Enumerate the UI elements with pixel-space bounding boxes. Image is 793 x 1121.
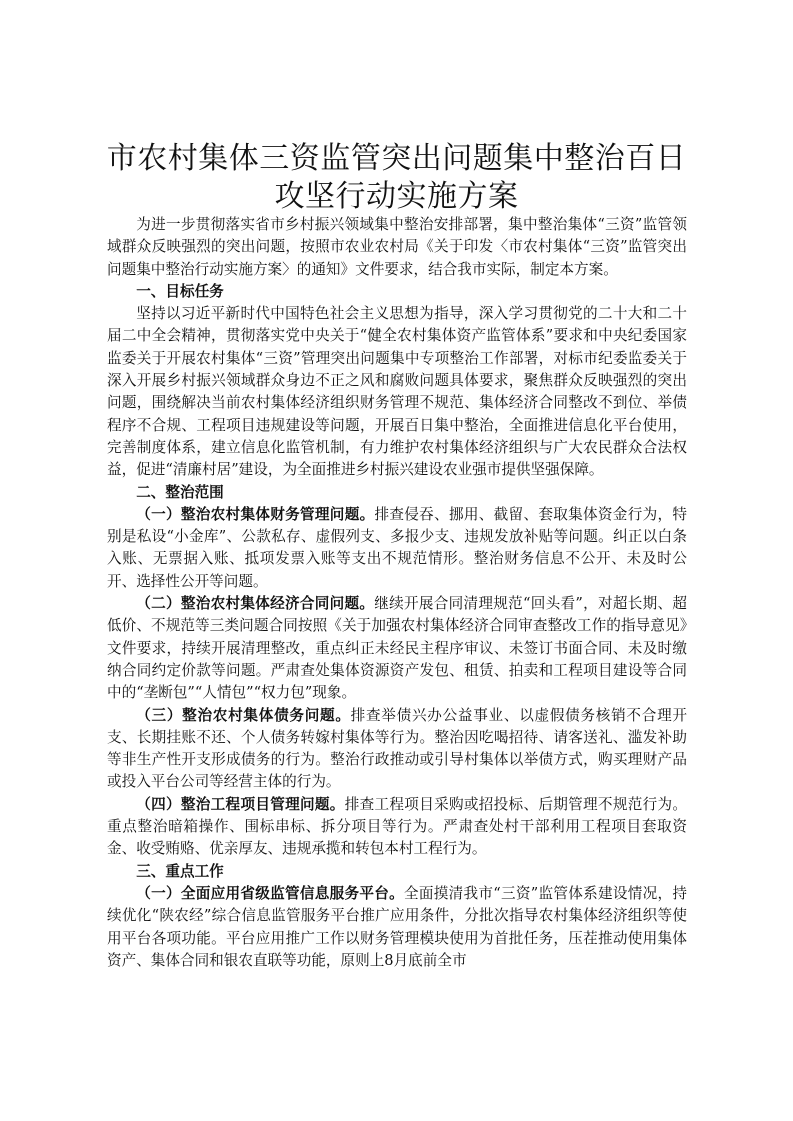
document-body: [107, 214, 687, 972]
section-heading-goals: 一、目标任务: [136, 282, 224, 300]
section-heading-scope: 二、整治范围: [136, 483, 224, 501]
scope-item-debt: [107, 705, 687, 794]
scope-item-contracts: [107, 593, 687, 704]
scope-item-text: 排查举债兴办公益事业、以虚假债务核销不合理开支、长期挂账不还、个人债务转嫁村集体等行为。整治因吃喝招待、请客送礼、滥发补助等非生产性开支形成债务的行为。整治行政推动或引导村集体以举债方式，购买理财产品或投入平台公司等经营主体的行为。: [107, 706, 687, 791]
scope-item-lead: （一）整治农村集体财务管理问题。: [136, 505, 375, 523]
scope-item-text: 排查侵吞、挪用、截留、套取集体资金行为，特别是私设“小金库”、公款私存、虚假列支、多报少支、违规发放补贴等问题。纠正以白条入账、无票据入账、抵项发票入账等支出不规范情形。整治财务信息不公开、未及时公开、选择性公开等问题。: [107, 505, 687, 590]
scope-item-projects: [107, 794, 687, 861]
scope-item-lead: （三）整治农村集体债务问题。: [136, 706, 351, 724]
key-work-item-lead: （一）全面应用省级监管信息服务平台。: [136, 884, 404, 902]
scope-item-text: 继续开展合同清理规范“回头看”，对超长期、超低价、不规范等三类问题合同按照《关于加强农村集体经济合同审查整改工作的指导意见》文件要求，持续开展清理整改，重点纠正未经民主程序审议、未签订书面合同、未及时缴纳合同约定价款等问题。严肃查处集体资源资产发包、租赁、拍卖和工程项目建设等合同中的“垄断包”“人情包”“权力包”现象。: [107, 595, 687, 702]
scope-item-lead: （二）整治农村集体经济合同问题。: [136, 595, 375, 613]
scope-item-text: 排查工程项目采购或招投标、后期管理不规范行为。重点整治暗箱操作、围标串标、拆分项目等行为。严肃查处村干部利用工程项目套取资金、收受贿赂、优亲厚友、违规承揽和转包本村工程行为。: [107, 795, 687, 858]
section-heading-key-work: 三、重点工作: [136, 862, 224, 880]
goals-paragraph: 坚持以习近平新时代中国特色社会主义思想为指导，深入学习贯彻党的二十大和二十届二中全会精神，贯彻落实党中央关于“健全农村集体资产监管体系”要求和中央纪委国家监委关于开展农村集体“三资”管理突出问题集中专项整治工作部署，对标市纪委监委关于深入开展乡村振兴领域群众身边不正之风和腐败问题具体要求，聚焦群众反映强烈的突出问题，围绕解决当前农村集体经济组织财务管理不规范、集体经济合同整改不到位、举债程序不合规、工程项目违规建设等问题，开展百日集中整治，全面推进信息化平台使用，完善制度体系，建立信息化监管机制，有力维护农村集体经济组织与广大农民群众合法权益，促进“清廉村居”建设，为全面推进乡村振兴建设农业强市提供坚强保障。: [107, 305, 687, 479]
key-work-item-text: 全面摸清我市“三资”监管体系建设情况，持续优化“陕农经”综合信息监管服务平台推广应用条件，分批次指导农村集体经济组织等使用平台各项功能。平台应用推广工作以财务管理模块使用为首批任务，压茬推动使用集体资产、集体合同和银农直联等功能，原则上8月底前全市: [107, 884, 687, 969]
scope-item-lead: （四）整治工程项目管理问题。: [136, 795, 345, 813]
intro-paragraph: 为进一步贯彻落实省市乡村振兴领域集中整治安排部署，集中整治集体“三资”监管领域群众反映强烈的突出问题，按照市农业农村局《关于印发〈市农村集体“三资”监管突出问题集中整治行动实施方案〉的通知》文件要求，结合我市实际，制定本方案。: [107, 216, 687, 278]
key-work-item-platform: [107, 883, 687, 972]
page-title: 市农村集体三资监管突出问题集中整治百日攻坚行动实施方案: [106, 141, 687, 214]
scope-item-finance: [107, 504, 687, 593]
